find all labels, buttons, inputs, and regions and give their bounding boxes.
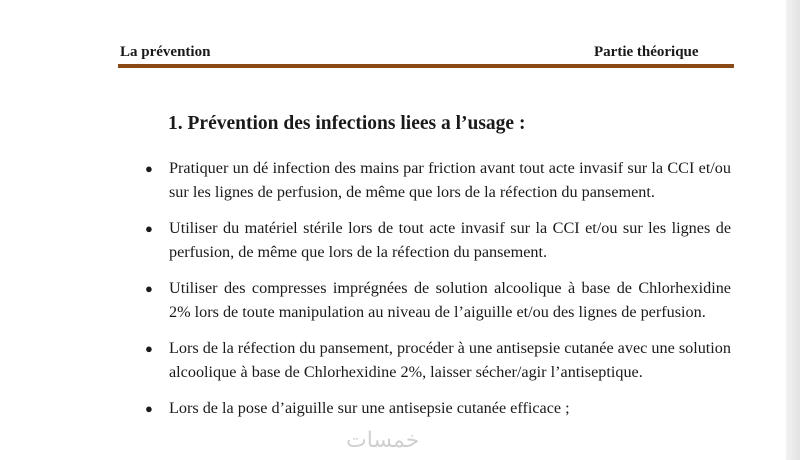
- header-part-title: Partie théorique: [594, 44, 699, 60]
- bullet-item-2: [145, 217, 731, 264]
- bullet-text: Utiliser du matériel stérile lors de tout acte invasif sur la CCI et/ou sur les lignes de perfusion, de même que lors de la réfection du pansement.: [169, 219, 731, 261]
- bullet-item-5: [145, 397, 731, 421]
- bullet-icon: ●: [145, 341, 153, 356]
- bullet-text: Lors de la pose d’aiguille sur une antisepsie cutanée efficace ;: [169, 399, 570, 417]
- header-divider: [118, 64, 734, 68]
- bullet-text: Pratiquer un dé infection des mains par friction avant tout acte invasif sur la CCI et/ou sur les lignes de perfusion, de même que lors de la réfection du pansement.: [169, 159, 731, 201]
- bullet-icon: ●: [145, 221, 153, 236]
- watermark-logo: خمسات: [346, 428, 420, 453]
- bullet-item-1: [145, 157, 731, 204]
- bullet-icon: ●: [145, 161, 153, 176]
- bullet-icon: ●: [145, 281, 153, 296]
- bullet-text: Lors de la réfection du pansement, procéder à une antisepsie cutanée avec une solution alcoolique à base de Chlorhexidine 2%, laisser sécher/agir l’antiseptique.: [169, 339, 731, 381]
- bullet-item-3: [145, 277, 731, 324]
- bullet-item-4: [145, 337, 731, 384]
- header-chapter-title: La prévention: [120, 44, 211, 60]
- bullet-icon: ●: [145, 401, 153, 416]
- section-heading: 1. Prévention des infections liees a l’usage :: [168, 113, 526, 134]
- bullet-list: [145, 157, 731, 434]
- bullet-text: Utiliser des compresses imprégnées de solution alcoolique à base de Chlorhexidine 2% lors de toute manipulation au niveau de l’aiguille et/ou des lignes de perfusion.: [169, 279, 731, 321]
- page-edge-shadow: [786, 0, 800, 460]
